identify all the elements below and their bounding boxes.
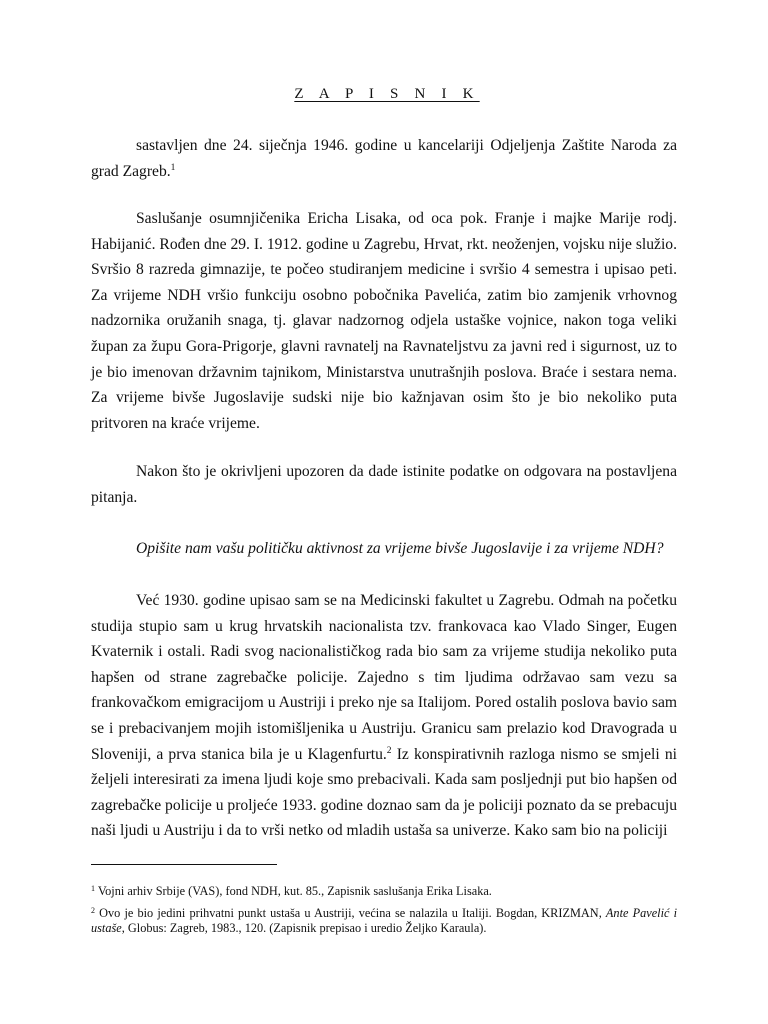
footnote-1-text: Vojni arhiv Srbije (VAS), fond NDH, kut. 85., Zapisnik saslušanja Erika Lisaka. [95,884,492,898]
answer-text-part1: Već 1930. godine upisao sam se na Medicinski fakultet u Zagrebu. Odmah na početku studija stupio sam u krug hrvatskih nacionalista tzv. frankovaca kao Vlado Singer, Eugen Kvaternik i ostali. Radi svog nacionalističkog rada bio sam za vrijeme studija nekoliko puta hapšen od strane zagrebačke policije. Zajedno s tim ljudima održavao sam vezu sa frankovačkom emigracijom u Austriji i preko nje sa Italijom. Pored ostalih poslova bavio sam se i prebacivanjem mojih istomišljenika u Austriju. Granicu sam prelazio kod Dravograda u Sloveniji, a prva stanica bila je u Klagenfurtu. [91,592,677,763]
footnote-2-text-after: , Globus: Zagreb, 1983., 120. (Zapisnik prepisao i uredio Željko Karaula). [121,921,487,936]
footnote-2-text-before: Ovo je bio jedini prihvatni punkt ustaša u Austriji, većina se nalazila u Italiji. Bogdan, KRIZMAN, [95,906,606,920]
footnote-separator [91,864,277,865]
title-text: Z A P I S N I K [294,86,480,102]
footnote-ref-2[interactable]: 2 [386,745,392,756]
footnote-ref-1[interactable]: 1 [170,162,176,173]
document-title [0,86,768,103]
intro-paragraph [91,133,677,184]
footnote-1-mark: 1 [91,884,95,893]
footnote-1 [91,884,677,899]
answer-text-part2: Iz konspirativnih razloga nismo se smjeli ni željeli interesirati za imena ljudi koje smo prebacivali. Kada sam posljednji put bio hapšen od zagrebačke policije u proljeće 1933. godine doznao sam da je policiji poznato da se prebacuju naši ljudi u Austriju i da to vrši netko od mladih ustaša sa univerze. Kako sam bio na policiji [91,745,677,840]
footnote-2-mark: 2 [91,906,95,915]
question-paragraph: Opišite nam vašu političku aktivnost za vrijeme bivše Jugoslavije i za vrijeme NDH? [136,540,664,557]
intro-text: sastavljen dne 24. siječnja 1946. godine u kancelariji Odjeljenja Zaštite Naroda za grad Zagreb. [91,137,677,180]
suspect-info-paragraph: Saslušanje osumnjičenika Ericha Lisaka, od oca pok. Franje i majke Marije rodj. Habijanić. Rođen dne 29. I. 1912. godine u Zagrebu, Hrvat, rkt. neoženjen, vojsku nije služio. Svršio 8 razreda gimnazije, te počeo studiranjem medicine i svršio 4 semestra i upisao peti. Za vrijeme NDH vršio funkciju osobno pobočnika Pavelića, zatim bio zamjenik vrhovnog nadzornika oružanih snaga, tj. glavar nadzornog odjela ustaške vojnice, nakon toga veliki župan za župu Gora-Prigorje, glavni ravnatelj na Ravnateljstvu za javni red i sigurnost, uz to je bio imenovan državnim tajnikom, Ministarstva unutrašnjih poslova. Braće i sestara nema. Za vrijeme bivše Jugoslavije sudski nije bio kažnjavan osim što je bio nekoliko puta pritvoren na kraće vrijeme. [91,210,677,432]
warning-paragraph: Nakon što je okrivljeni upozoren da dade istinite podatke on odgovara na postavljena pitanja. [91,463,677,506]
footnote-2-book-title: Ante Pavelić i ustaše [91,906,678,936]
answer-paragraph [91,588,677,844]
footnote-2 [91,906,677,937]
